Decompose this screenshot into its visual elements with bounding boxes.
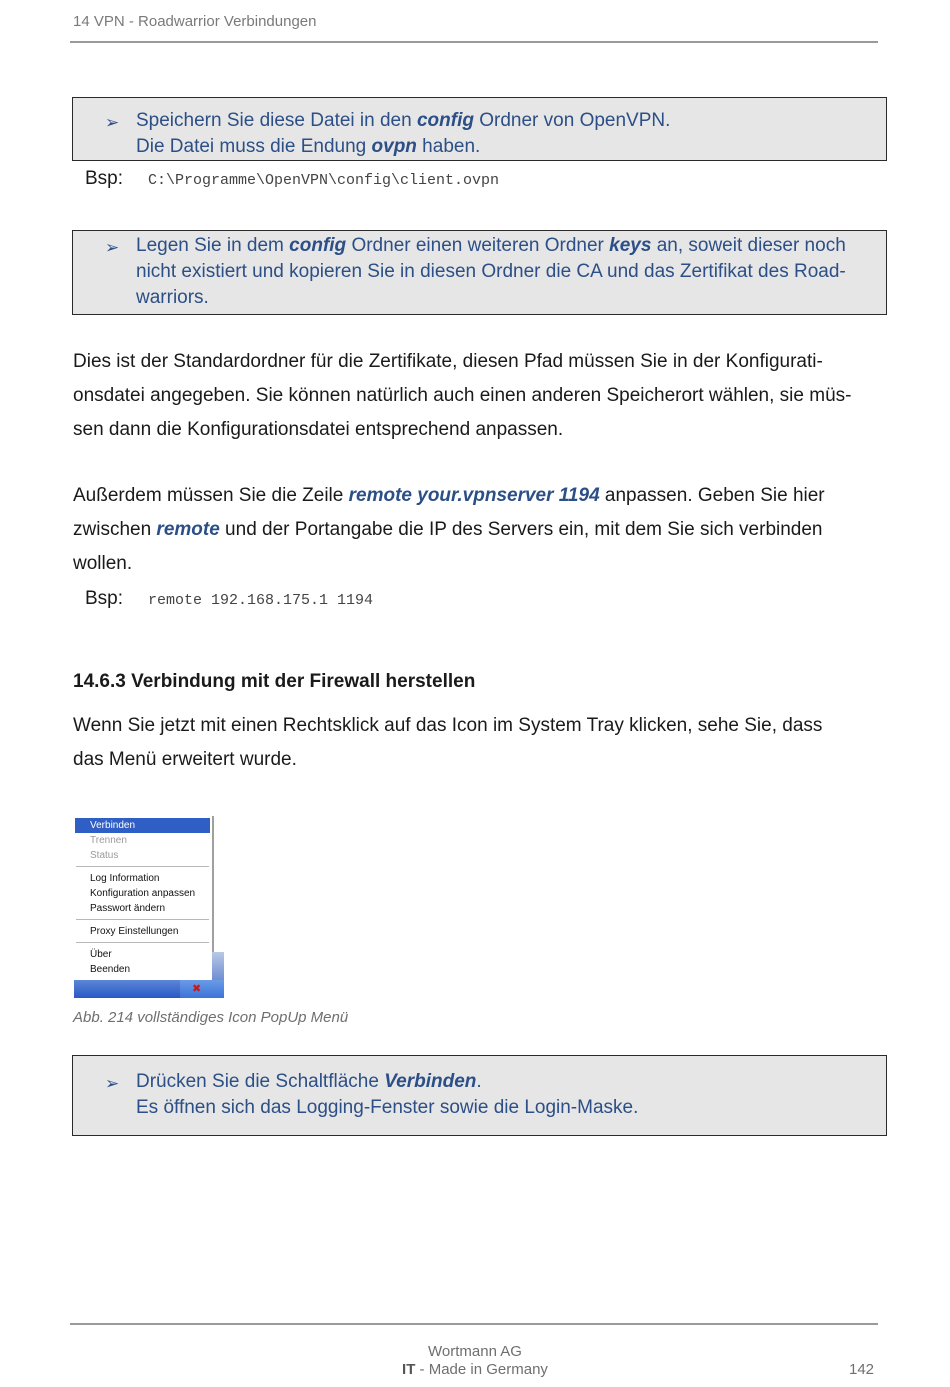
example-label: Bsp: [85, 168, 124, 189]
menu-separator [76, 866, 209, 867]
text-span: haben. [416, 136, 481, 157]
text-span: an, soweit dieser noch [651, 235, 846, 256]
instruction-text [136, 1069, 866, 1121]
desktop-background [212, 952, 224, 980]
instruction-box-save-file [72, 97, 887, 161]
system-tray [180, 980, 224, 998]
section-heading: 14.6.3 Verbindung mit der Firewall herstellen [73, 671, 476, 692]
instruction-line: nicht existiert und kopieren Sie in diesen Ordner die CA und das Zertifikat des Road- [136, 261, 846, 282]
text-span: Ordner von OpenVPN. [473, 110, 671, 131]
instruction-line: Es öffnen sich das Logging-Fenster sowie die Login-Maske. [136, 1097, 639, 1118]
arrow-bullet-icon: ➢ [105, 1074, 120, 1093]
menu-item-passwort-aendern[interactable]: Passwort ändern [90, 903, 166, 914]
text-span: Drücken Sie die Schaltfläche [136, 1071, 385, 1092]
text-span: . [476, 1071, 482, 1092]
figure-caption: Abb. 214 vollständiges Icon PopUp Menü [73, 1009, 349, 1026]
context-menu [74, 816, 214, 982]
paragraph-line: Dies ist der Standardordner für die Zertifikate, diesen Pfad müssen Sie in der Konfigurati- [73, 351, 823, 372]
emphasis-remote-server: remote your.vpnserver 1194 [348, 485, 600, 506]
paragraph-line: wollen. [73, 553, 133, 574]
instruction-line [136, 1069, 866, 1095]
footer-divider [70, 1323, 878, 1325]
paragraph-system-tray [73, 709, 873, 777]
paragraph-line [73, 513, 873, 547]
menu-item-proxy-einstellungen[interactable]: Proxy Einstellungen [90, 926, 179, 937]
text-span: und der Portangabe die IP des Servers ein, mit dem Sie sich verbinden [219, 519, 823, 540]
emphasis-ovpn: ovpn [371, 136, 417, 157]
paragraph-line: sen dann die Konfigurationsdatei entsprechend anpassen. [73, 419, 564, 440]
menu-item-konfiguration-anpassen[interactable]: Konfiguration anpassen [90, 888, 196, 899]
instruction-line [136, 134, 866, 160]
menu-separator [76, 942, 209, 943]
menu-item-beenden[interactable]: Beenden [90, 964, 131, 975]
paragraph-cert-folder [73, 345, 873, 447]
arrow-bullet-icon: ➢ [105, 113, 120, 132]
popup-menu-screenshot [74, 816, 224, 998]
menu-item-status[interactable]: Status [90, 850, 119, 861]
paragraph-line: onsdatei angegeben. Sie können natürlich auch einen anderen Speicherort wählen, sie müs- [73, 385, 852, 406]
example-label: Bsp: [85, 588, 124, 609]
paragraph-remote-line [73, 479, 873, 581]
example-code-path: C:\Programme\OpenVPN\config\client.ovpn [148, 172, 500, 189]
header-divider [70, 41, 878, 43]
paragraph-line: Wenn Sie jetzt mit einen Rechtsklick auf das Icon im System Tray klicken, sehe Sie, dass [73, 715, 823, 736]
page-number: 142 [849, 1361, 875, 1378]
instruction-text [136, 108, 866, 160]
text-span: Speichern Sie diese Datei in den [136, 110, 417, 131]
menu-separator [76, 919, 209, 920]
instruction-line: warriors. [136, 287, 209, 308]
text-span: Legen Sie in dem [136, 235, 290, 256]
menu-item-trennen[interactable]: Trennen [90, 835, 127, 846]
emphasis-keys: keys [609, 235, 652, 256]
footer-company: Wortmann AG [428, 1343, 522, 1360]
emphasis-config: config [416, 110, 474, 131]
text-span: Außerdem müssen Sie die Zeile [73, 485, 349, 506]
menu-item-log-information[interactable]: Log Information [90, 873, 160, 884]
menu-item-verbinden[interactable]: Verbinden [75, 818, 210, 833]
instruction-line [136, 108, 866, 134]
text-span: anpassen. Geben Sie hier [599, 485, 825, 506]
instruction-box-connect [72, 1055, 887, 1136]
paragraph-line [73, 479, 873, 513]
instruction-box-keys-folder [72, 230, 887, 315]
emphasis-verbinden: Verbinden [384, 1071, 477, 1092]
openvpn-tray-icon[interactable]: ✖ [192, 983, 202, 995]
emphasis-remote: remote [156, 519, 220, 540]
text-span: Die Datei muss die Endung [136, 136, 372, 157]
text-span: zwischen [73, 519, 157, 540]
arrow-bullet-icon: ➢ [105, 238, 120, 257]
footer-tagline-bold: IT [402, 1361, 416, 1378]
footer-tagline [0, 1361, 950, 1378]
paragraph-line: das Menü erweitert wurde. [73, 749, 297, 770]
menu-item-ueber[interactable]: Über [90, 949, 112, 960]
text-span: Ordner einen weiteren Ordner [346, 235, 610, 256]
instruction-line [136, 233, 866, 259]
instruction-text [136, 233, 866, 311]
emphasis-config: config [289, 235, 347, 256]
page-header: 14 VPN - Roadwarrior Verbindungen [73, 13, 317, 30]
footer-tagline-rest: - Made in Germany [415, 1361, 548, 1378]
example-code-remote: remote 192.168.175.1 1194 [148, 592, 374, 609]
